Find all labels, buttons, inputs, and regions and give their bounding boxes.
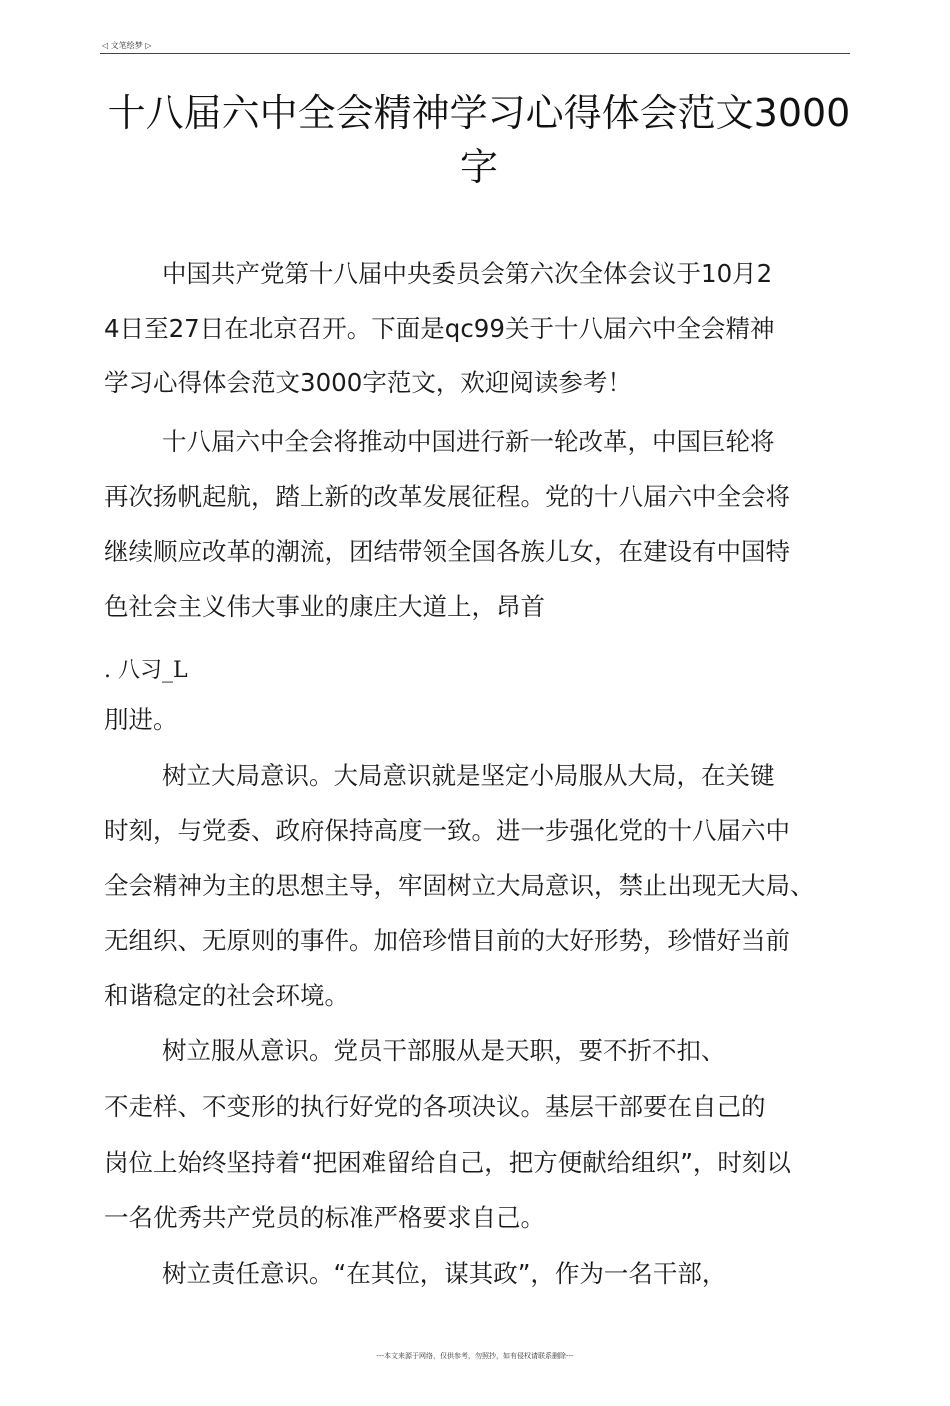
paragraph-line: 时刻，与党委、政府保持高度一致。进一步强化党的十八届六中 (104, 816, 790, 845)
paragraph-line: 刖进。 (104, 705, 178, 734)
paragraph-line: 树立服从意识。党员干部服从是天职，要不折不扣、 (162, 1036, 726, 1065)
paragraph-line: 一名优秀共产党员的标准严格要求自己。 (104, 1203, 545, 1232)
paragraph-line: 和谐稳定的社会环境。 (104, 981, 349, 1010)
paragraph-line: 色社会主义伟大事业的康庄大道上，昂首 (104, 592, 545, 621)
paragraph-line: 4日至27日在北京召开。下面是qc99关于十八届六中全会精神 (104, 314, 775, 343)
paragraph-line: 十八届六中全会将推动中国进行新一轮改革，中国巨轮将 (162, 427, 775, 456)
paragraph-line: 继续顺应改革的潮流，团结带领全国各族儿女，在建设有中国特 (104, 537, 790, 566)
paragraph-line: 无组织、无原则的事件。加倍珍惜目前的大好形势，珍惜好当前 (104, 926, 790, 955)
header-label: ◁ 文笔绘梦 ▷ (102, 41, 152, 50)
paragraph-line: 中国共产党第十八届中央委员会第六次全体会议于10月2 (162, 259, 773, 288)
paragraph-line: 不走样、不变形的执行好党的各项决议。基层干部要在自己的 (104, 1092, 766, 1121)
paragraph-line: 岗位上始终坚持着“把困难留给自己，把方便献给组织”，时刻以 (104, 1148, 791, 1177)
paragraph-line: 学习心得体会范文3000字范文，欢迎阅读参考！ (104, 368, 632, 397)
paragraph-line: 再次扬帆起航，踏上新的改革发展征程。党的十八届六中全会将 (104, 482, 790, 511)
paragraph-line: 树立大局意识。大局意识就是坚定小局服从大局，在关键 (162, 761, 775, 790)
header-divider (100, 53, 850, 54)
footer-disclaimer: ---本文来源于网络，仅供参考，勿照抄，如有侵权请联系删除--- (376, 1352, 574, 1360)
scan-artifact-text: . 八习_L (104, 658, 188, 683)
paragraph-line: 全会精神为主的思想主导，牢固树立大局意识，禁止出现无大局、 (104, 871, 815, 900)
paragraph-line: 树立责任意识。“在其位，谋其政”，作为一名干部， (162, 1259, 727, 1288)
document-title: 十八届六中全会精神学习心得体会范文3000字 (107, 91, 851, 189)
